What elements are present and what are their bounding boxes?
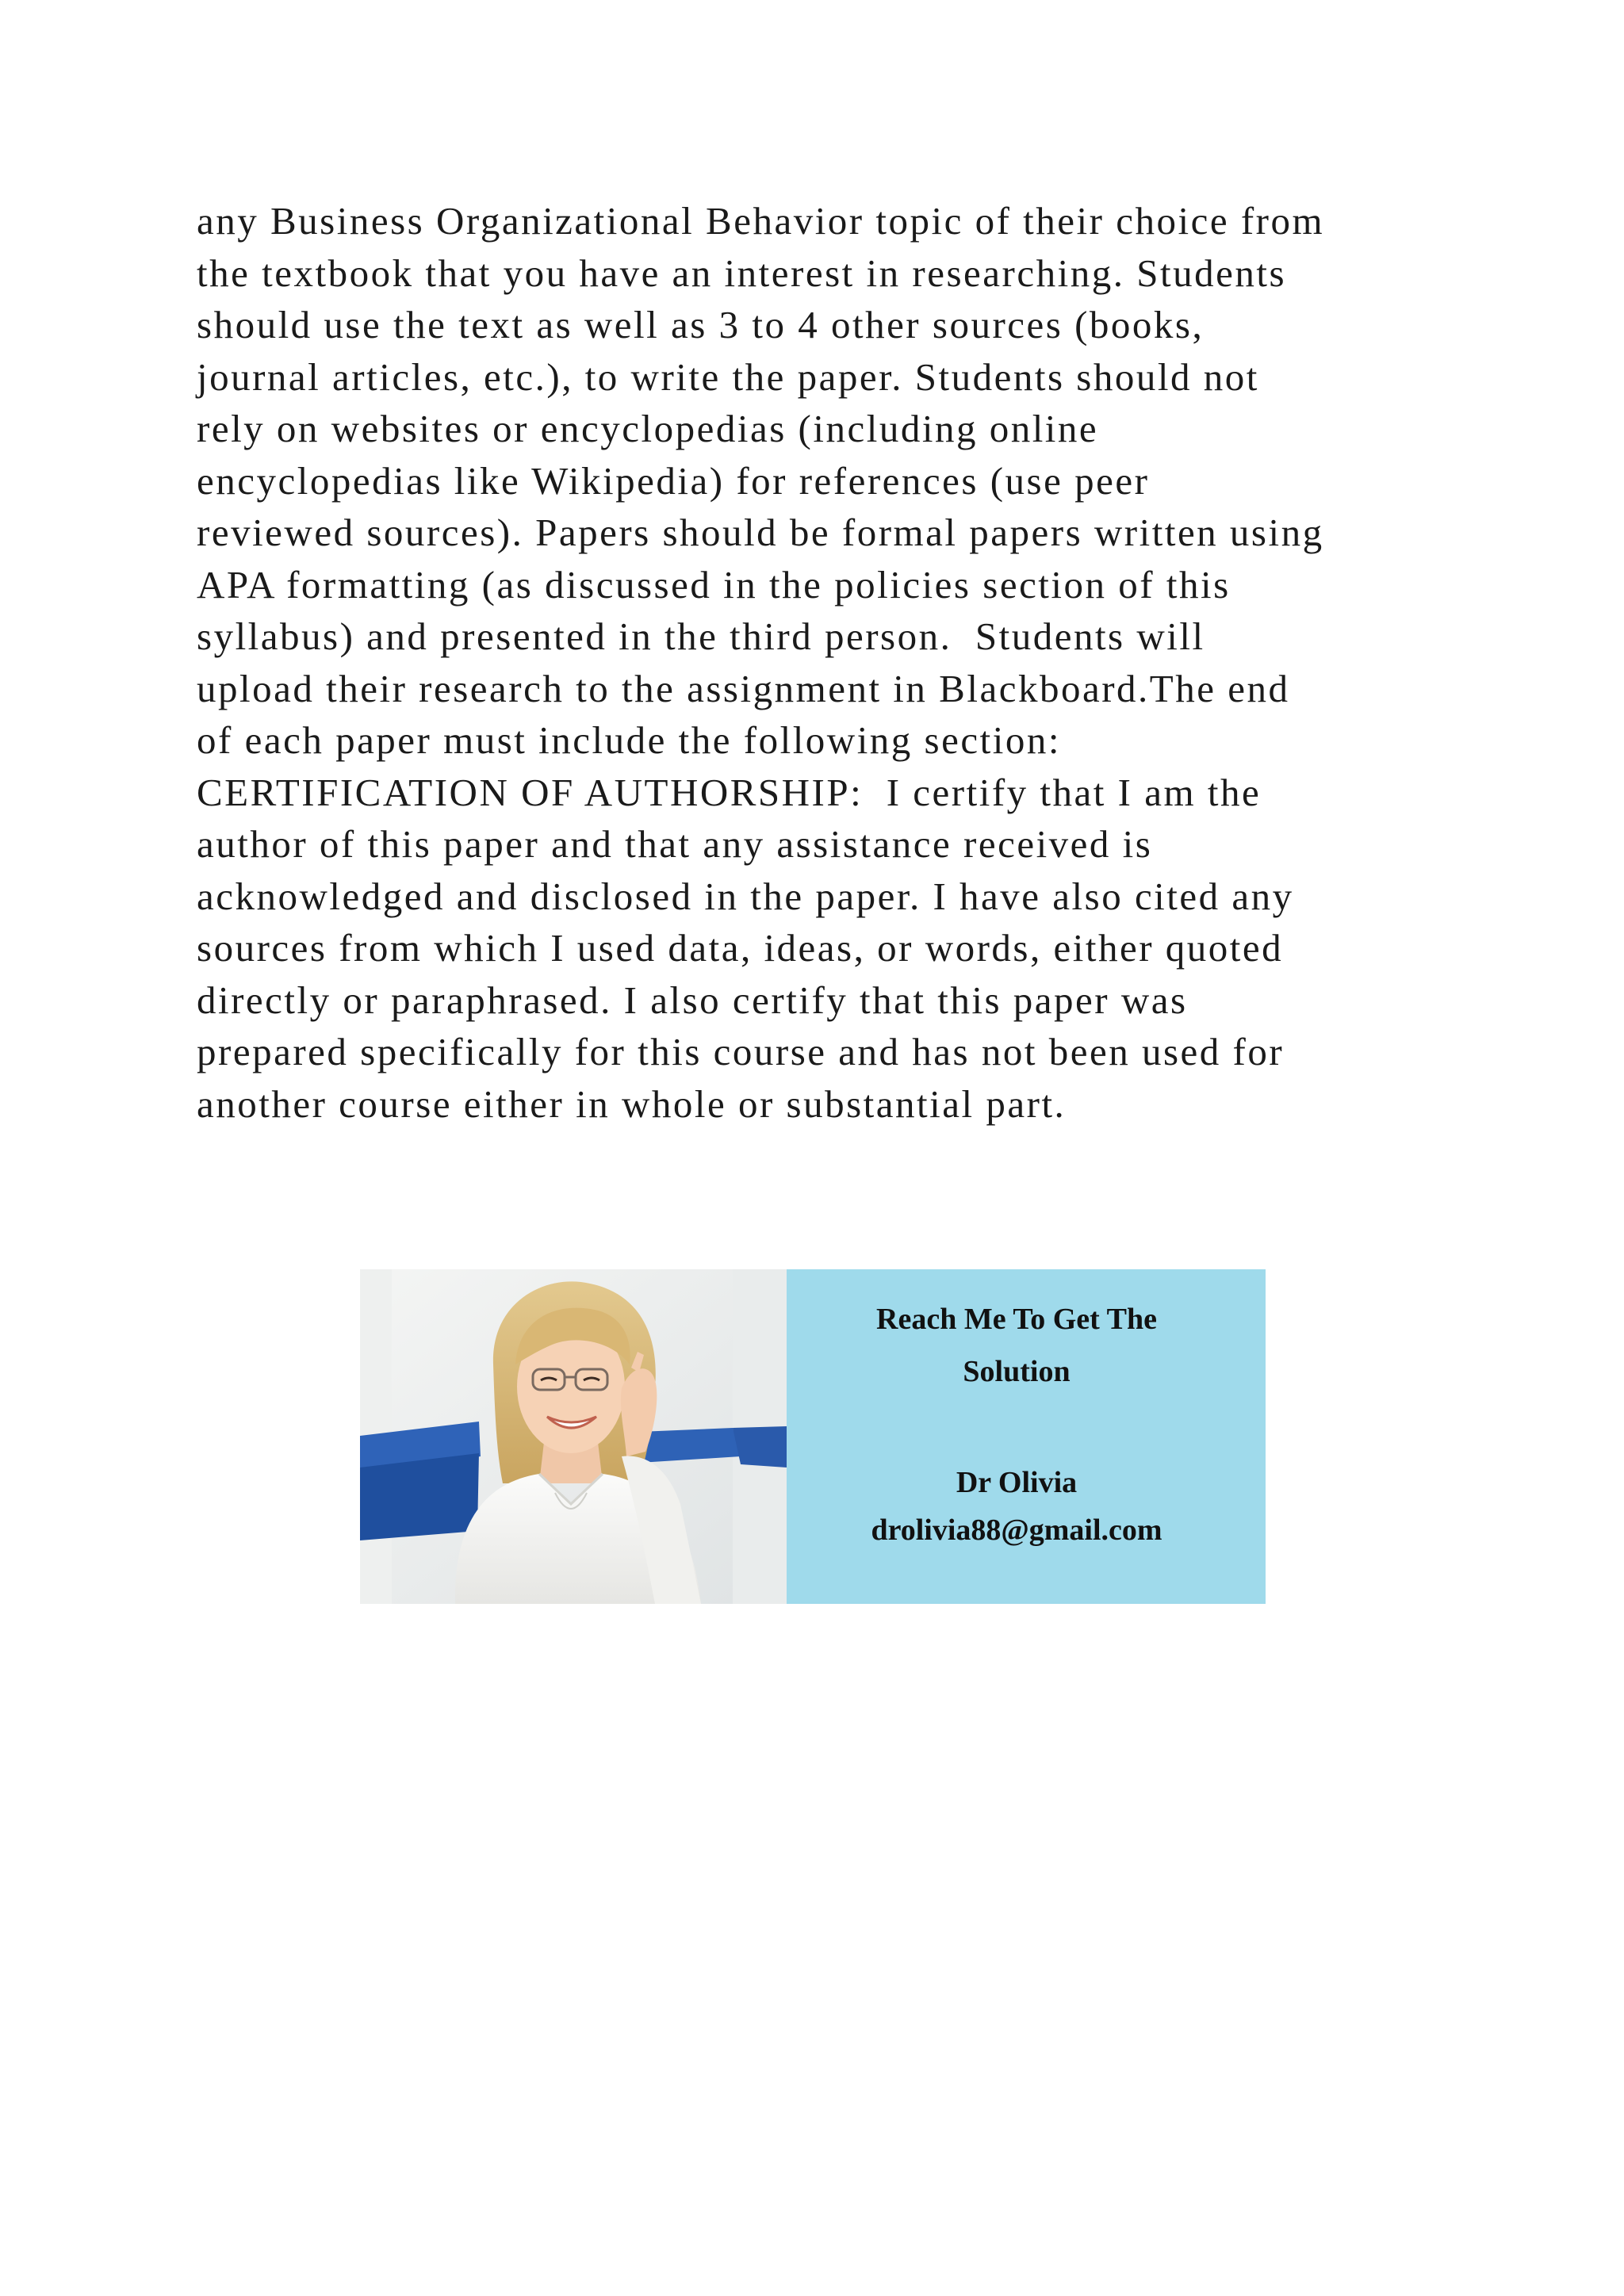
- contact-info-panel: [787, 1269, 1266, 1604]
- text-line: the textbook that you have an interest in researching. Students: [197, 251, 1287, 295]
- smiling-woman-photo-icon: [360, 1269, 787, 1604]
- contact-banner: [360, 1269, 1266, 1604]
- promo-heading: [787, 1293, 1247, 1398]
- text-line: rely on websites or encyclopedias (including online: [197, 407, 1099, 450]
- promo-heading-line: Solution: [963, 1355, 1071, 1388]
- text-line: of each paper must include the following section:: [197, 718, 1061, 762]
- promo-heading-line: Reach Me To Get The: [876, 1303, 1157, 1336]
- text-line: CERTIFICATION OF AUTHORSHIP: I certify that I am the: [197, 770, 1262, 814]
- text-line: author of this paper and that any assistance received is: [197, 822, 1153, 866]
- contact-name: Dr Olivia: [956, 1466, 1078, 1499]
- text-line: directly or paraphrased. I also certify that this paper was: [197, 978, 1188, 1022]
- text-line: upload their research to the assignment in Blackboard.The end: [197, 666, 1290, 710]
- text-line: prepared specifically for this course and has not been used for: [197, 1030, 1285, 1073]
- text-line: should use the text as well as 3 to 4 other sources (books,: [197, 303, 1205, 346]
- contact-email: drolivia88@gmail.com: [871, 1513, 1162, 1547]
- text-line: journal articles, etc.), to write the paper. Students should not: [197, 354, 1259, 399]
- text-line: APA formatting (as discussed in the policies section of this: [197, 562, 1231, 607]
- text-line: acknowledged and disclosed in the paper. I have also cited any: [197, 874, 1294, 918]
- text-line: syllabus) and presented in the third person. Students will: [197, 614, 1205, 658]
- text-line: another course either in whole or substantial part.: [197, 1081, 1067, 1126]
- assignment-text: [197, 195, 1450, 1130]
- text-line: encyclopedias like Wikipedia) for references (use peer: [197, 458, 1150, 503]
- text-line: any Business Organizational Behavior topic of their choice from: [197, 199, 1325, 243]
- text-line: sources from which I used data, ideas, or words, either quoted: [197, 926, 1284, 970]
- text-line: reviewed sources). Papers should be formal papers written using: [197, 511, 1324, 554]
